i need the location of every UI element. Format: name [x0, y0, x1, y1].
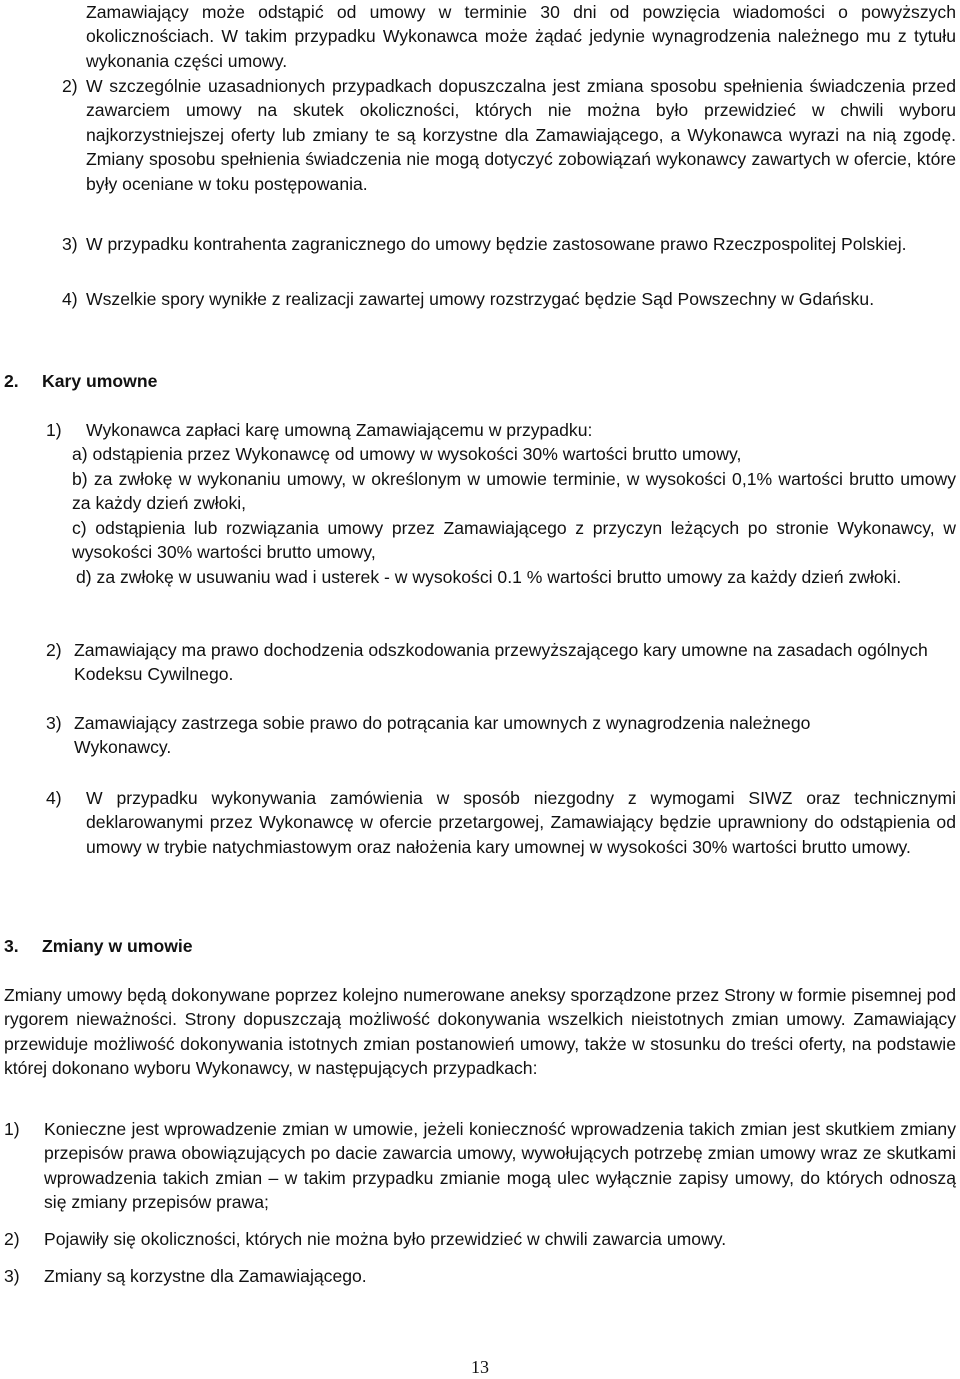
- section-title: Kary umowne: [42, 371, 158, 391]
- sub-item-d: d) za zwłokę w usuwaniu wad i usterek - w wysokości 0.1 % wartości brutto umowy za każdy dzień zwłoki.: [76, 567, 902, 587]
- list-item: Pojawiły się okoliczności, których nie można było przewidzieć w chwili zawarcia umowy.: [44, 1229, 727, 1249]
- section-title: Zmiany w umowie: [42, 936, 193, 956]
- sub-item-b: b) za zwłokę w wykonaniu umowy, w określonym w umowie terminie, w wysokości 0,1% wartości brutto umowy za każdy dzień zwłoki,: [72, 469, 956, 514]
- sub-item-c: c) odstąpienia lub rozwiązania umowy przez Zamawiającego z przyczyn leżących po stronie Wykonawcy, w wysokości 30% wartości brutto umowy,: [72, 518, 956, 563]
- list-item: W przypadku wykonywania zamówienia w sposób niezgodny z wymogami SIWZ oraz technicznymi deklarowanymi przez Wykonawcę w ofercie przetargowej, Zamawiający będzie uprawniony do odstąpienia od umowy w trybie natychmiastowym oraz nałożenia kary umownej w wysokości 30% wartości brutto umowy.: [86, 788, 956, 857]
- list-item: Zamawiający zastrzega sobie prawo do potrącania kar umownych z wynagrodzenia należnego Wykonawcy.: [74, 713, 811, 758]
- list-marker: 2): [62, 76, 78, 96]
- list-marker: 3): [4, 1266, 20, 1286]
- list-item: Zmiany są korzystne dla Zamawiającego.: [44, 1266, 367, 1286]
- list-item: Zamawiający ma prawo dochodzenia odszkodowania przewyższającego kary umowne na zasadach ogólnych Kodeksu Cywilnego.: [74, 640, 928, 685]
- intro-paragraph: Zamawiający może odstąpić od umowy w terminie 30 dni od powzięcia wiadomości o powyższych okolicznościach. W takim przypadku Wykonawca może żądać jedynie wynagrodzenia należnego mu z tytułu wykonania części umowy.: [86, 2, 956, 71]
- list-item: W przypadku kontrahenta zagranicznego do umowy będzie zastosowane prawo Rzeczpospolitej Polskiej.: [86, 234, 907, 254]
- list-marker: 1): [46, 420, 62, 440]
- page-number: 13: [471, 1357, 489, 1377]
- list-item-lead: Wykonawca zapłaci karę umowną Zamawiającemu w przypadku:: [86, 420, 593, 440]
- list-marker: 2): [46, 640, 62, 660]
- list-marker: 3): [62, 234, 78, 254]
- list-item: Wszelkie spory wynikłe z realizacji zawartej umowy rozstrzygać będzie Sąd Powszechny w Gdańsku.: [86, 289, 875, 309]
- section-intro: Zmiany umowy będą dokonywane poprzez kolejno numerowane aneksy sporządzone przez Strony w formie pisemnej pod rygorem nieważności. Strony dopuszczają możliwość dokonywania wszelkich nieistotnych zmian umowy. Zamawiający przewiduje możliwość dokonywania istotnych zmian postanowień umowy, także w stosunku do treści oferty, na podstawie której dokonano wyboru Wykonawcy, w następujących przypadkach:: [4, 985, 956, 1079]
- list-item: Konieczne jest wprowadzenie zmian w umowie, jeżeli konieczność wprowadzenia takich zmian jest skutkiem zmiany przepisów prawa obowiązujących po dacie zawarcia umowy, wywołujących potrzebę zmian umowy wraz ze skutkami wprowadzenia takich zmian – w takim przypadku zmianie mogą ulec wyłącznie zapisy umowy, do których odnoszą się zmiany przepisów prawa;: [44, 1119, 956, 1213]
- list-marker: 4): [62, 289, 78, 309]
- section-number: 2.: [4, 371, 19, 391]
- list-marker: 3): [46, 713, 62, 733]
- sub-item-a: a) odstąpienia przez Wykonawcę od umowy w wysokości 30% wartości brutto umowy,: [72, 444, 742, 464]
- list-item: W szczególnie uzasadnionych przypadkach dopuszczalna jest zmiana sposobu spełnienia świadczenia przed zawarciem umowy na skutek okoliczności, których nie można było przewidzieć w chwili wyboru najkorzystniejszej oferty lub zmiany te są korzystne dla Zamawiającego, a Wykonawca wyrazi na nią zgodę. Zmiany sposobu spełnienia świadczenia nie mogą dotyczyć zobowiązań wykonawcy zawartych w ofercie, które były oceniane w toku postępowania.: [86, 76, 956, 194]
- section-number: 3.: [4, 936, 19, 956]
- list-marker: 1): [4, 1119, 20, 1139]
- list-marker: 4): [46, 788, 62, 808]
- list-marker: 2): [4, 1229, 20, 1249]
